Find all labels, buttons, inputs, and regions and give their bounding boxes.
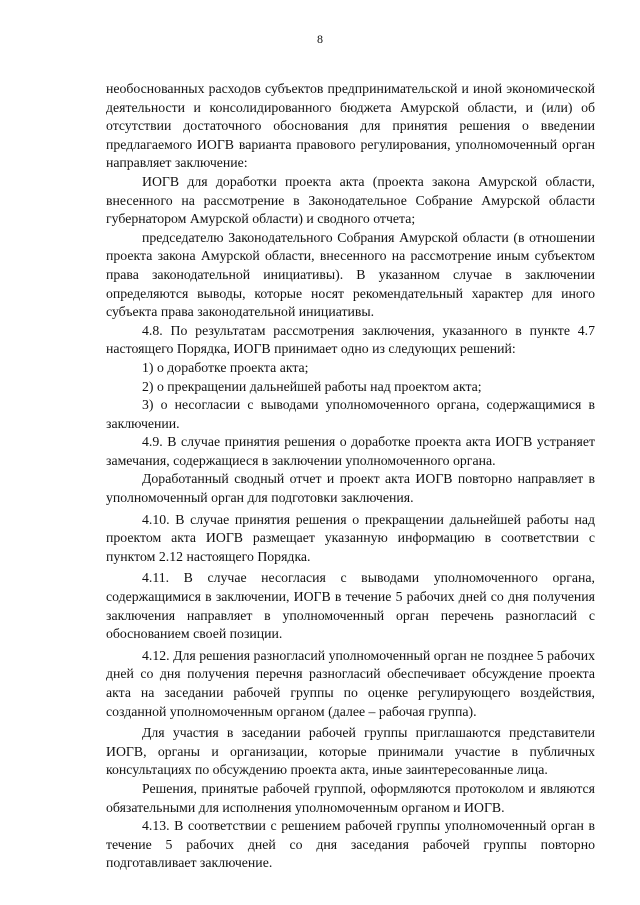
list-item-2: 2) о прекращении дальнейшей работы над проектом акта; xyxy=(142,378,482,394)
paragraph-4-13: 4.13. В соответствии с решением рабочей группы уполномоченный орган в течение 5 рабочих дней со дня заседания рабочей группы повторно подготавливает заключение. xyxy=(106,818,595,871)
list-item-3: 3) о несогласии с выводами уполномоченного органа, содержащимися в заключении. xyxy=(106,397,595,431)
paragraph-4-10: 4.10. В случае принятия решения о прекращении дальнейшей работы над проектом акта ИОГВ размещает указанную информацию в соответствии с пунктом 2.12 настоящего Порядка. xyxy=(106,511,595,564)
paragraph-4-12-decisions: Решения, принятые рабочей группой, оформляются протоколом и являются обязательными для исполнения уполномоченным органом и ИОГВ. xyxy=(106,780,595,815)
list-item-1: 1) о доработке проекта акта; xyxy=(142,359,309,375)
paragraph-4-9: 4.9. В случае принятия решения о доработке проекта акта ИОГВ устраняет замечания, содержащиеся в заключении уполномоченного органа. xyxy=(106,434,595,468)
paragraph-continuation: необоснованных расходов субъектов предпринимательской и иной экономической деятельности и консолидированного бюджета Амурской области, и (или) об отсутствии достаточного обоснования для принятия решения о введении предлагаемого ИОГВ варианта правового регулирования, уполномоченный орган направляет заключение: xyxy=(106,81,595,171)
page-number: 8 xyxy=(317,32,323,46)
paragraph-recipient-chairman: председателю Законодательного Собрания Амурской области (в отношении проекта закона Амурской области, внесенного на рассмотрение иным субъектом права законодательной инициативы). В указанном случае в заключении определяются выводы, которые носят рекомендательный характер для иного субъекта права законодательной инициативы. xyxy=(106,229,595,320)
paragraph-4-12-participants: Для участия в заседании рабочей группы приглашаются представители ИОГВ, органы и организации, которые принимали участие в публичных консультациях по обсуждению проекта акта, иные заинтересованные лица. xyxy=(106,725,595,778)
paragraph-4-11: 4.11. В случае несогласия с выводами уполномоченного органа, содержащимися в заключении, ИОГВ в течение 5 рабочих дней со дня получения заключения направляет в уполномоченный орган перечень разногласий с обоснованием своей позиции. xyxy=(106,570,595,642)
paragraph-recipient-iogv: ИОГВ для доработки проекта акта (проекта закона Амурской области, внесенного на рассмотрение в Законодательное Собрание Амурской области губернатором Амурской области) и сводного отчета; xyxy=(106,173,595,227)
paragraph-4-12: 4.12. Для решения разногласий уполномоченный орган не позднее 5 рабочих дней со дня получения перечня разногласий обеспечивает обсуждение проекта акта на заседании рабочей группы по оценке регулирующего воздействия, созданной уполномоченным органом (далее – рабочая группа). xyxy=(106,647,595,719)
paragraph-4-9-revised: Доработанный сводный отчет и проект акта ИОГВ повторно направляет в уполномоченный орган для подготовки заключения. xyxy=(106,471,595,506)
document-body xyxy=(106,80,595,873)
paragraph-4-8: 4.8. По результатам рассмотрения заключения, указанного в пункте 4.7 настоящего Порядка, ИОГВ принимает одно из следующих решений: xyxy=(106,322,595,357)
